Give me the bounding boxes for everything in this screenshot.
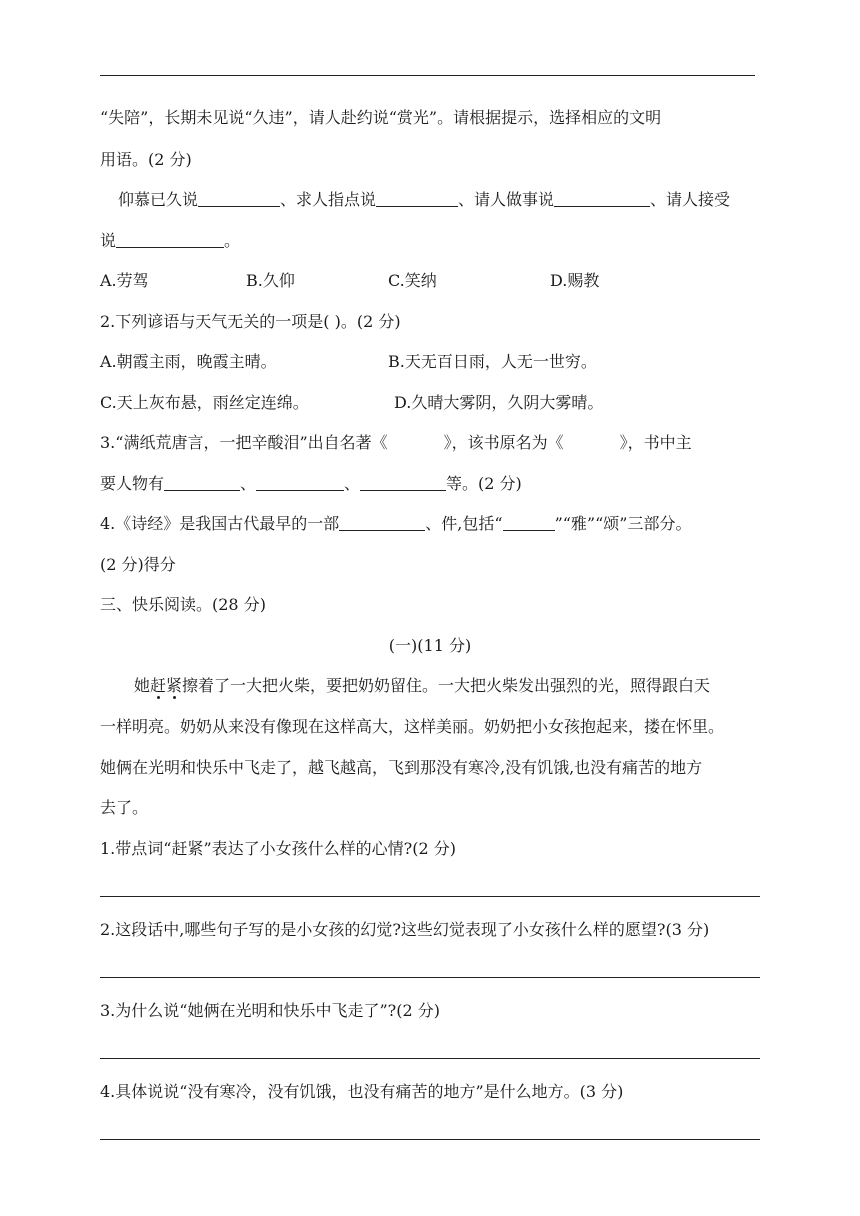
- passage-line-2: 一样明亮。奶奶从来没有像现在这样高大，这样美丽。奶奶把小女孩抱起来，搂在怀里。: [100, 717, 725, 736]
- passage-line-4: 去了。: [100, 798, 149, 817]
- q4-text-2: 、件,包括“: [425, 514, 503, 533]
- q3-text-5: 等。(2 分): [446, 474, 522, 493]
- passage-line-1: [134, 676, 710, 696]
- q3-text-3: 》，书中主: [619, 433, 692, 452]
- q4-blank-1[interactable]: [339, 514, 425, 531]
- passage-text-1: 她: [134, 676, 151, 695]
- q4-blank-2[interactable]: [503, 514, 555, 531]
- q2-option-d: D.久晴大雾阴，久阴大雾晴。: [394, 393, 604, 412]
- option-a: A.劳驾: [100, 271, 149, 290]
- section-3-heading: 三、快乐阅读。(28 分): [100, 595, 266, 614]
- intro-line-1: “失陪”，长期未见说“久违”，请人赴约说“赏光”。请根据提示，选择相应的文明: [100, 108, 662, 127]
- fill-d-label-2: 说: [100, 231, 117, 250]
- header-rule: [100, 75, 755, 76]
- q3-text-2: 》，该书原名为《: [443, 433, 564, 452]
- q4-line-2: (2 分)得分: [100, 555, 176, 574]
- fill-d-label: 、请人接受: [650, 190, 731, 209]
- q4-text-3: ”“雅”“颂”三部分。: [554, 514, 692, 533]
- blank-c[interactable]: [554, 190, 650, 207]
- dotted-char-2: 紧: [166, 676, 183, 695]
- q2-option-b: B.天无百日雨，人无一世穷。: [388, 352, 597, 371]
- reading-q2: 2.这段话中,哪些句子写的是小女孩的幻觉?这些幻觉表现了小女孩什么样的愿望?(3 分): [100, 920, 710, 939]
- q2-option-c: C.天上灰布悬，雨丝定连绵。: [100, 393, 309, 412]
- q3-text-4: 要人物有: [100, 474, 165, 493]
- fill-c-label: 、请人做事说: [458, 190, 555, 209]
- answer-line-1[interactable]: [100, 896, 760, 897]
- blank-d[interactable]: [116, 231, 224, 248]
- dotted-char-1: 赶: [150, 676, 167, 695]
- q3-sep-2: 、: [344, 474, 361, 493]
- option-b: B.久仰: [246, 271, 295, 290]
- part-1-title: (一)(11 分): [388, 636, 472, 655]
- fill-blank-line-2: [100, 231, 240, 251]
- option-d: D.赐教: [550, 271, 600, 290]
- answer-line-3[interactable]: [100, 1058, 760, 1059]
- q4-text-1: 4.《诗经》是我国古代最早的一部: [100, 514, 340, 533]
- fill-b-label: 、求人指点说: [280, 190, 377, 209]
- reading-q3: 3.为什么说“她俩在光明和快乐中飞走了”?(2 分): [100, 1001, 440, 1020]
- q3-blank-3[interactable]: [360, 474, 446, 491]
- q3-blank-2[interactable]: [256, 474, 344, 491]
- fill-end: 。: [224, 231, 241, 250]
- blank-b[interactable]: [376, 190, 458, 207]
- blank-a[interactable]: [198, 190, 280, 207]
- answer-line-2[interactable]: [100, 977, 760, 978]
- intro-line-2: 用语。(2 分): [100, 150, 192, 169]
- option-c: C.笑纳: [388, 271, 437, 290]
- answer-line-4[interactable]: [100, 1139, 760, 1140]
- q2-stem: 2.下列谚语与天气无关的一项是( )。(2 分): [100, 312, 401, 331]
- q3-line-1: [100, 433, 692, 453]
- q3-text-1: 3.“满纸荒唐言，一把辛酸泪”出自名著《: [100, 433, 388, 452]
- q4-line-1: [100, 514, 691, 534]
- fill-blank-line-1: [118, 190, 730, 210]
- q3-sep-1: 、: [240, 474, 257, 493]
- q3-blank-1[interactable]: [164, 474, 240, 491]
- q2-option-a: A.朝霞主雨，晚霞主晴。: [100, 352, 277, 371]
- reading-q4: 4.具体说说“没有寒冷，没有饥饿，也没有痛苦的地方”是什么地方。(3 分): [100, 1082, 624, 1101]
- passage-line-3: 她俩在光明和快乐中飞走了，越飞越高，飞到那没有寒冷,没有饥饿,也没有痛苦的地方: [100, 758, 703, 777]
- reading-q1: 1.带点词“赶紧”表达了小女孩什么样的心情?(2 分): [100, 839, 456, 858]
- fill-a-label: 仰慕已久说: [118, 190, 199, 209]
- passage-text-2: 擦着了一大把火柴，要把奶奶留住。一大把火柴发出强烈的光，照得跟白天: [182, 676, 711, 695]
- q3-line-2: [100, 474, 522, 494]
